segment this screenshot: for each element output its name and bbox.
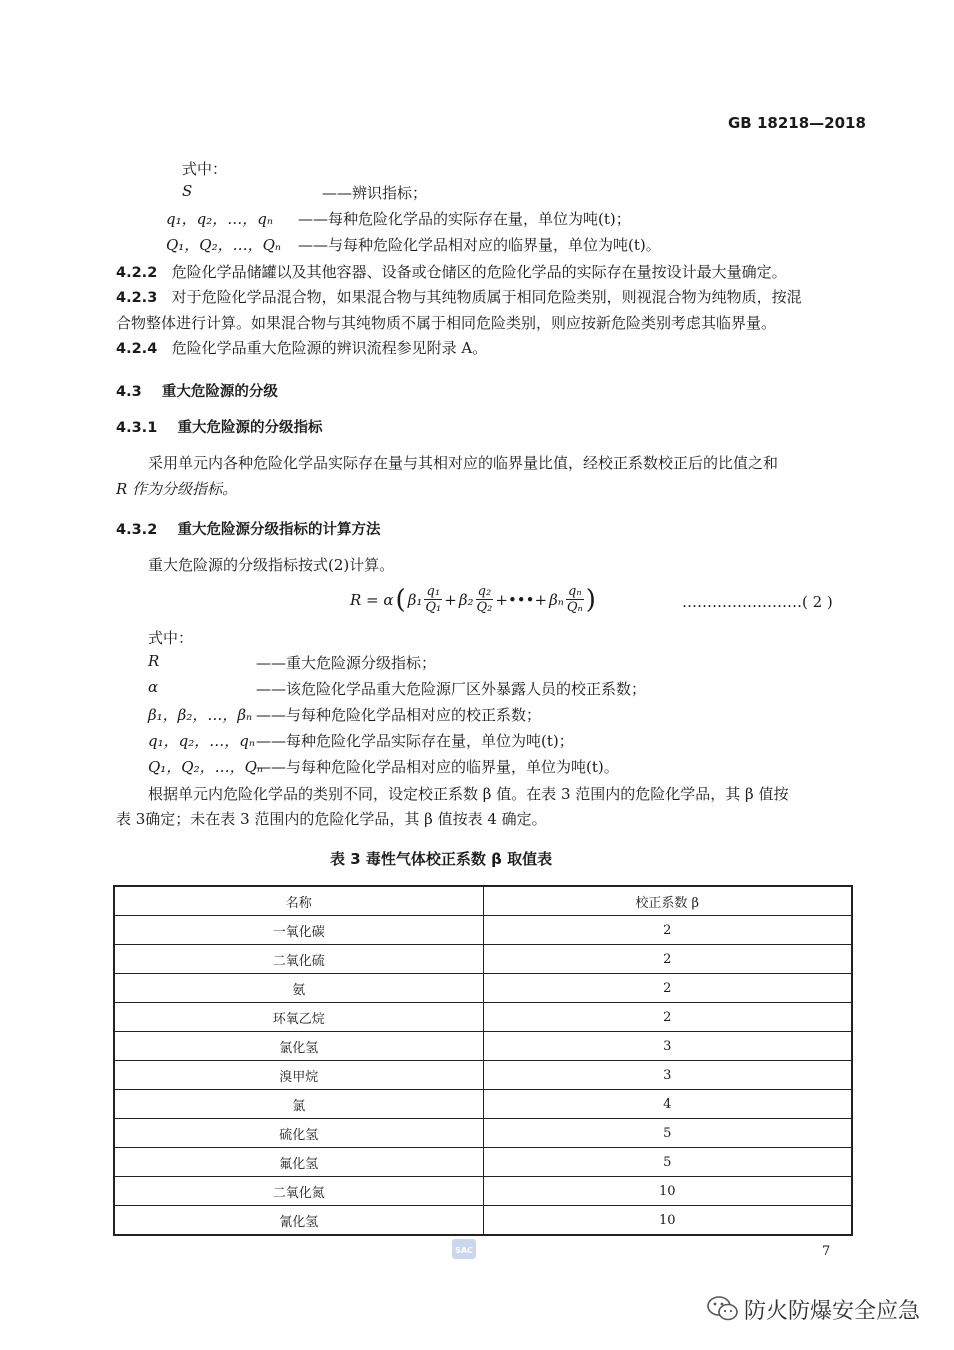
table-row: [114, 945, 852, 974]
frac-denominator: Q₁: [425, 600, 442, 615]
paren-open-icon: (: [395, 584, 406, 615]
table-row: [114, 1119, 852, 1148]
defs2-desc-beta: ——与每种危险化学品相对应的校正系数；: [256, 706, 542, 724]
cell-beta: 5: [483, 1119, 852, 1148]
table-row: [114, 1061, 852, 1090]
svg-text:SAC: SAC: [455, 1246, 473, 1255]
cell-name: 溴甲烷: [114, 1061, 483, 1090]
defs1-desc-s: ——辨识指标；: [322, 184, 428, 202]
section-title: 重大危险源的分级: [161, 384, 278, 400]
section-4-3-1-para-line2: R 作为分级指标。: [116, 480, 238, 498]
cell-beta: 10: [483, 1206, 852, 1236]
clause-text: 危险化学品储罐以及其他容器、设备或仓储区的危险化学品的实际存在量按设计最大量确定。: [171, 263, 787, 281]
column-header-beta: 校正系数 β: [483, 886, 852, 916]
clause-number: 4.2.4: [116, 341, 158, 357]
defs1-desc-Q: ——与每种危险化学品相对应的临界量，单位为吨(t)。: [298, 236, 661, 254]
table-row: [114, 1206, 852, 1236]
table-row: [114, 1032, 852, 1061]
paren-close-icon: ): [585, 584, 596, 615]
table-row: [114, 916, 852, 945]
formula-leader: ……………………: [682, 593, 802, 611]
frac-denominator: Q₂: [476, 600, 493, 615]
formula-eq-number: ( 2 ): [802, 593, 833, 611]
section-4-3-1-heading: [116, 416, 323, 437]
publisher-logo-icon: [450, 1236, 478, 1262]
defs2-desc-Q: ——与每种危险化学品相对应的临界量，单位为吨(t)。: [256, 758, 619, 776]
cell-beta: 2: [483, 945, 852, 974]
cell-name: 氰化氢: [114, 1206, 483, 1236]
defs1-intro: 式中：: [182, 160, 228, 178]
cell-beta: 2: [483, 916, 852, 945]
section-4-3-1-para-line1: 采用单元内各种危险化学品实际存在量与其相对应的临界量比值，经校正系数校正后的比值之和: [148, 454, 779, 472]
defs2-sym-q: q₁，q₂，…，qₙ: [148, 732, 255, 750]
defs2-desc-q: ——每种危险化学品实际存在量，单位为吨(t)；: [256, 732, 574, 750]
cell-name: 氟化氢: [114, 1148, 483, 1177]
table3-caption: 表 3 毒性气体校正系数 β 取值表: [330, 850, 553, 868]
formula-beta2: β₂: [458, 590, 474, 609]
watermark-text: 防火防爆安全应急: [744, 1299, 921, 1324]
cell-name: 环氧乙烷: [114, 1003, 483, 1032]
section-4-3-2-heading: [116, 518, 381, 539]
clause-4-2-3-line2: 合物整体进行计算。如果混合物与其纯物质不属于相同危险类别，则应按新危险类别考虑其临界量。: [116, 314, 777, 332]
defs2-desc-R: ——重大危险源分级指标；: [256, 654, 437, 672]
beta-para-line2: 表 3确定；未在表 3 范围内的危险化学品，其 β 值按表 4 确定。: [116, 810, 547, 828]
table-header-row: [114, 886, 852, 916]
clause-4-2-4: [116, 336, 487, 361]
frac-numerator: qₙ: [566, 584, 584, 600]
cell-name: 一氧化碳: [114, 916, 483, 945]
frac-denominator: Qₙ: [566, 600, 583, 615]
cell-name: 氯: [114, 1090, 483, 1119]
section-title: 重大危险源分级指标的计算方法: [177, 522, 381, 538]
clause-4-2-3-line1: [116, 285, 802, 310]
standard-code: GB 18218—2018: [728, 114, 866, 132]
clause-number: 4.2.2: [116, 265, 158, 281]
clause-text: 危险化学品重大危险源的辨识流程参见附录 A。: [171, 339, 488, 357]
cell-beta: 2: [483, 1003, 852, 1032]
clause-4-2-2: [116, 260, 787, 285]
cell-name: 氯化氢: [114, 1032, 483, 1061]
defs1-desc-q: ——每种危险化学品的实际存在量，单位为吨(t)；: [298, 210, 631, 228]
clause-number: 4.2.3: [116, 290, 158, 306]
section-4-3-heading: [116, 380, 278, 401]
wechat-icon: [706, 1294, 740, 1324]
defs1-sym-q: q₁，q₂，…，qₙ: [166, 210, 273, 228]
section-number: 4.3.1: [116, 420, 158, 436]
defs2-intro: 式中：: [148, 629, 194, 647]
defs2-sym-alpha: α: [148, 678, 159, 696]
frac-numerator: q₂: [476, 584, 494, 600]
table-row: [114, 1090, 852, 1119]
section-4-3-2-intro: 重大危险源的分级指标按式(2)计算。: [148, 556, 395, 574]
plus-icon: +: [444, 590, 457, 609]
table-row: [114, 1003, 852, 1032]
formula-ellipsis: +•••+: [495, 590, 548, 609]
table3: [113, 885, 853, 1236]
section-number: 4.3.2: [116, 522, 158, 538]
formula-lhs: R = α: [350, 590, 394, 609]
defs2-sym-R: R: [148, 652, 160, 670]
defs1-sym-Q: Q₁，Q₂，…，Qₙ: [166, 236, 281, 254]
section-title: 重大危险源的分级指标: [177, 420, 323, 436]
formula-frac-2: [476, 584, 494, 615]
defs2-desc-alpha: ——该危险化学品重大危险源厂区外暴露人员的校正系数；: [256, 680, 647, 698]
cell-beta: 3: [483, 1061, 852, 1090]
cell-beta: 4: [483, 1090, 852, 1119]
frac-numerator: q₁: [424, 584, 442, 600]
formula-beta1: β₁: [407, 590, 423, 609]
cell-name: 硫化氢: [114, 1119, 483, 1148]
column-header-name: 名称: [114, 886, 483, 916]
clause-text: 对于危险化学品混合物，如果混合物与其纯物质属于相同危险类别，则视混合物为纯物质，按混: [171, 288, 802, 306]
page-number: 7: [822, 1244, 831, 1259]
beta-para-line1: 根据单元内危险化学品的类别不同，设定校正系数 β 值。在表 3 范围内的危险化学品，其 β 值按: [148, 785, 789, 803]
defs2-sym-Q: Q₁，Q₂，…，Qₙ: [148, 758, 263, 776]
defs1-sym-s: S: [182, 182, 193, 200]
cell-beta: 2: [483, 974, 852, 1003]
cell-name: 二氧化氮: [114, 1177, 483, 1206]
formula-betan: βₙ: [549, 590, 564, 609]
cell-beta: 3: [483, 1032, 852, 1061]
formula-frac-1: [424, 584, 442, 615]
formula-number: [682, 590, 833, 614]
cell-name: 二氧化硫: [114, 945, 483, 974]
defs2-sym-beta: β₁，β₂，…，βₙ: [148, 706, 253, 724]
formula-2: [350, 584, 596, 615]
table-row: [114, 1148, 852, 1177]
cell-beta: 10: [483, 1177, 852, 1206]
cell-name: 氨: [114, 974, 483, 1003]
table-row: [114, 974, 852, 1003]
table-row: [114, 1177, 852, 1206]
cell-beta: 5: [483, 1148, 852, 1177]
formula-frac-n: [566, 584, 584, 615]
section-number: 4.3: [116, 384, 142, 400]
